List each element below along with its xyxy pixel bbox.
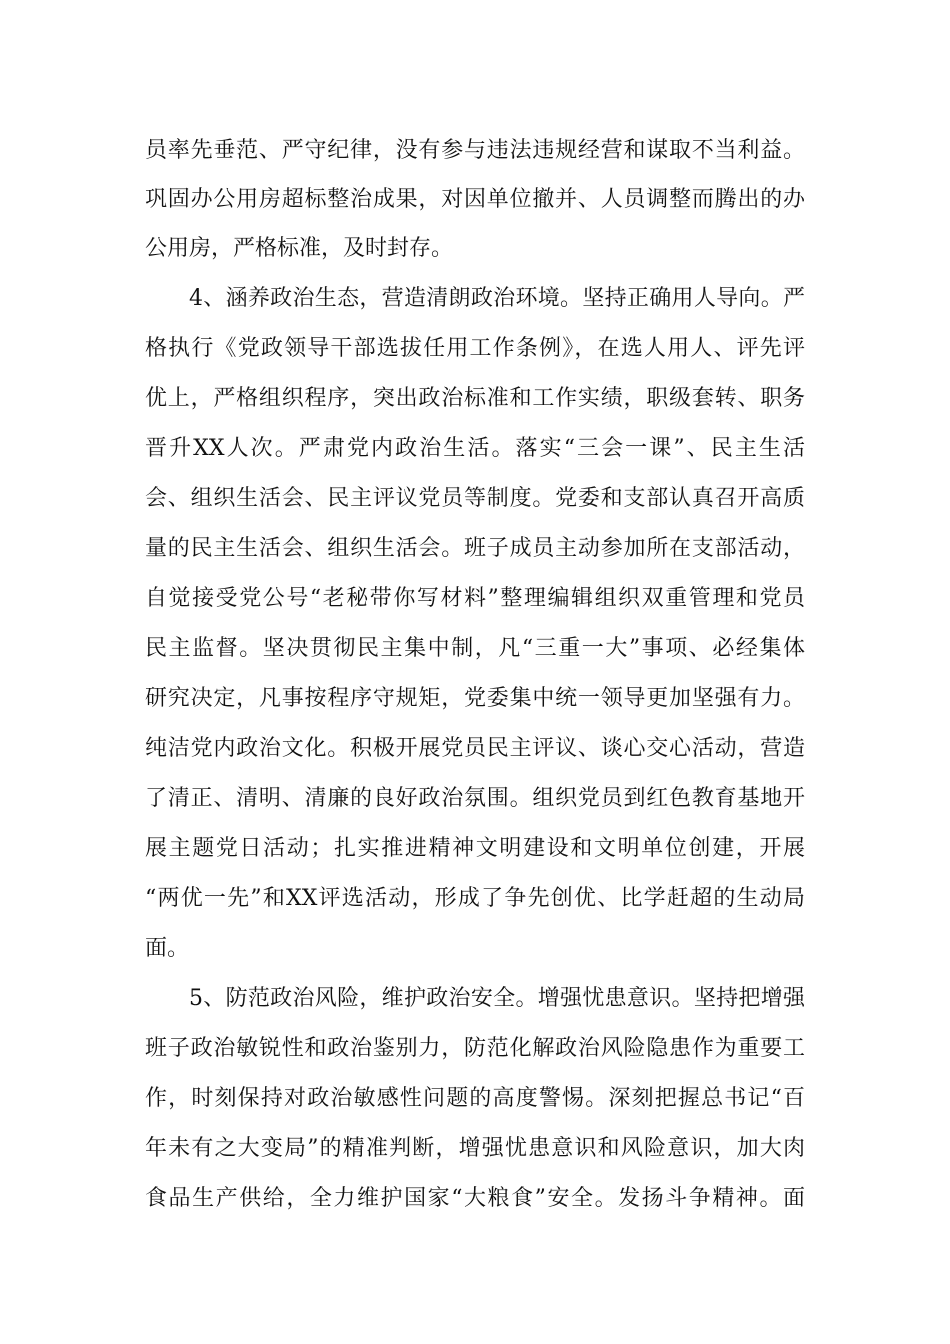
text-line: 晋升XX人次。严肃党内政治生活。落实“三会一课”、民主生活: [145, 436, 805, 461]
text-line: 展主题党日活动；扎实推进精神文明建设和文明单位创建，开展: [145, 836, 805, 861]
text-line: 格执行《党政领导干部选拔任用工作条例》，在选人用人、评先评: [145, 336, 805, 361]
text-line: 量的民主生活会、组织生活会。班子成员主动参加所在支部活动，: [145, 536, 805, 561]
text-line: 班子政治敏锐性和政治鉴别力，防范化解政治风险隐患作为重要工: [145, 1036, 805, 1061]
text-line: 自觉接受党公号“老秘带你写材料”整理编辑组织双重管理和党员: [145, 586, 805, 611]
paragraph-4-heading-line: 4、涵养政治生态，营造清朗政治环境。坚持正确用人导向。严: [189, 286, 805, 311]
text-line: 作，时刻保持对政治敏感性问题的高度警惕。深刻把握总书记“百: [145, 1086, 805, 1111]
text-line: 巩固办公用房超标整治成果，对因单位撤并、人员调整而腾出的办: [145, 187, 805, 212]
text-line: 民主监督。坚决贯彻民主集中制，凡“三重一大”事项、必经集体: [145, 636, 805, 661]
text-line: 员率先垂范、严守纪律，没有参与违法违规经营和谋取不当利益。: [145, 138, 805, 163]
text-line: 了清正、清明、清廉的良好政治氛围。组织党员到红色教育基地开: [145, 786, 805, 811]
text-line: 食品生产供给，全力维护国家“大粮食”安全。发扬斗争精神。面: [145, 1186, 805, 1211]
text-line: “两优一先”和XX评选活动，形成了争先创优、比学赶超的生动局: [145, 886, 805, 911]
text-line: 研究决定，凡事按程序守规矩，党委集中统一领导更加坚强有力。: [145, 686, 805, 711]
text-line: 会、组织生活会、民主评议党员等制度。党委和支部认真召开高质: [145, 486, 805, 511]
text-line: 公用房，严格标准，及时封存。: [145, 236, 454, 261]
text-line: 优上，严格组织程序，突出政治标准和工作实绩，职级套转、职务: [145, 386, 805, 411]
paragraph-5-heading-line: 5、防范政治风险，维护政治安全。增强忧患意识。坚持把增强: [189, 986, 805, 1011]
text-line: 纯洁党内政治文化。积极开展党员民主评议、谈心交心活动，营造: [145, 736, 805, 761]
text-line: 面。: [145, 936, 190, 961]
text-line: 年未有之大变局”的精准判断，增强忧患意识和风险意识，加大肉: [145, 1136, 805, 1161]
